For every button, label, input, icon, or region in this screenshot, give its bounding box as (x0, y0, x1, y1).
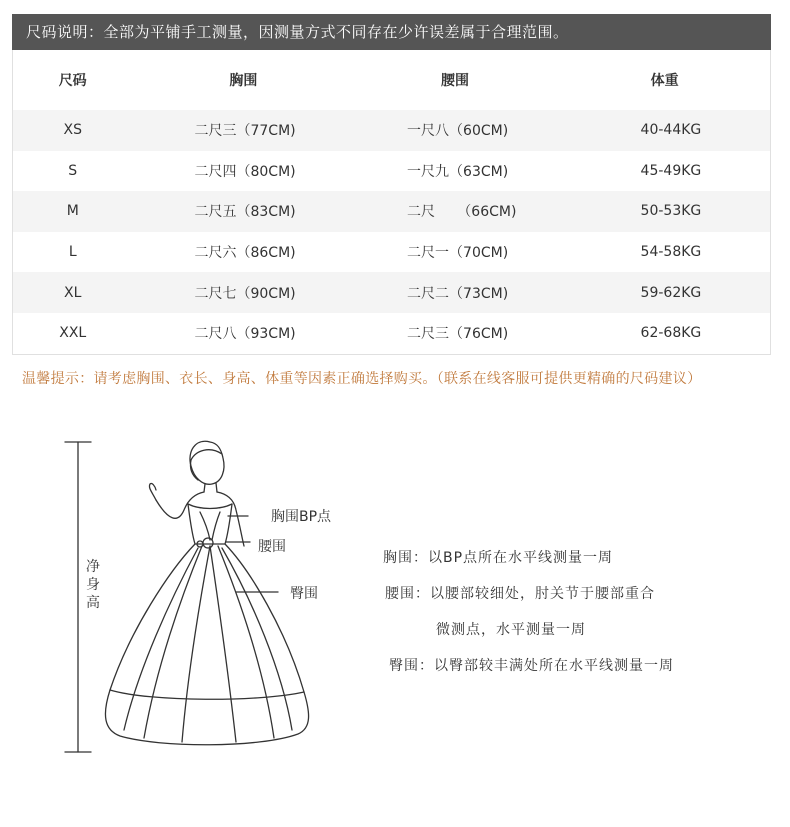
size-cell: M (66, 203, 79, 220)
table-row (13, 272, 770, 313)
column-header-bust: 胸围 (229, 73, 258, 89)
bust-cell: 二尺八（93CM) (194, 326, 296, 343)
height-label: 净身高 (86, 559, 100, 611)
weight-cell: 50-53KG (640, 203, 702, 220)
waist-cell: 二尺二（73CM) (407, 285, 509, 302)
size-cell: XS (63, 122, 82, 139)
waist-cell: 一尺九（63CM) (407, 163, 509, 180)
waist-definition: 腰围：以腰部较细处，肘关节于腰部重合 (385, 586, 655, 602)
bust-cell: 二尺七（90CM) (194, 285, 296, 302)
weight-cell: 62-68KG (640, 325, 702, 342)
warm-tip: 温馨提示：请考虑胸围、衣长、身高、体重等因素正确选择购买。（联系在线客服可提供更精确的尺码建议） (22, 371, 702, 387)
weight-cell: 59-62KG (640, 284, 702, 301)
size-note-header: 尺码说明：全部为平铺手工测量，因测量方式不同存在少许误差属于合理范围。 (12, 14, 771, 50)
bust-definition: 胸围：以BP点所在水平线测量一周 (383, 550, 614, 566)
table-header-row (13, 50, 770, 110)
table-row (13, 191, 770, 232)
bust-cell: 二尺三（77CM) (194, 123, 296, 140)
table-row (13, 232, 770, 273)
table-row (13, 313, 770, 354)
size-cell: XXL (59, 325, 87, 342)
weight-cell: 45-49KG (640, 162, 702, 179)
size-cell: XL (64, 284, 82, 301)
column-header-weight: 体重 (650, 73, 679, 89)
table-row (13, 110, 770, 151)
waist-cell: 二尺三（76CM) (407, 326, 509, 343)
size-cell: L (68, 244, 77, 261)
bust-cell: 二尺六（86CM) (194, 245, 296, 262)
waist-cell: 二尺 （66CM) (407, 204, 517, 221)
waist-cell: 二尺一（70CM) (407, 245, 509, 262)
bust-point-label: 胸围BP点 (271, 509, 332, 525)
waist-label: 腰围 (258, 539, 286, 555)
table-row (13, 151, 770, 192)
waist-cell: 一尺八（60CM) (407, 123, 509, 140)
hip-label: 臀围 (290, 586, 318, 602)
column-header-size: 尺码 (58, 73, 87, 89)
size-cell: S (68, 162, 78, 179)
weight-cell: 54-58KG (640, 244, 702, 261)
waist-definition-cont: 微测点，水平测量一周 (436, 622, 586, 638)
bust-cell: 二尺四（80CM) (194, 163, 296, 180)
size-table (12, 50, 771, 355)
hip-definition: 臀围：以臀部较丰满处所在水平线测量一周 (389, 658, 674, 674)
bust-cell: 二尺五（83CM) (194, 204, 296, 221)
column-header-waist: 腰围 (441, 73, 470, 89)
weight-cell: 40-44KG (640, 122, 702, 139)
